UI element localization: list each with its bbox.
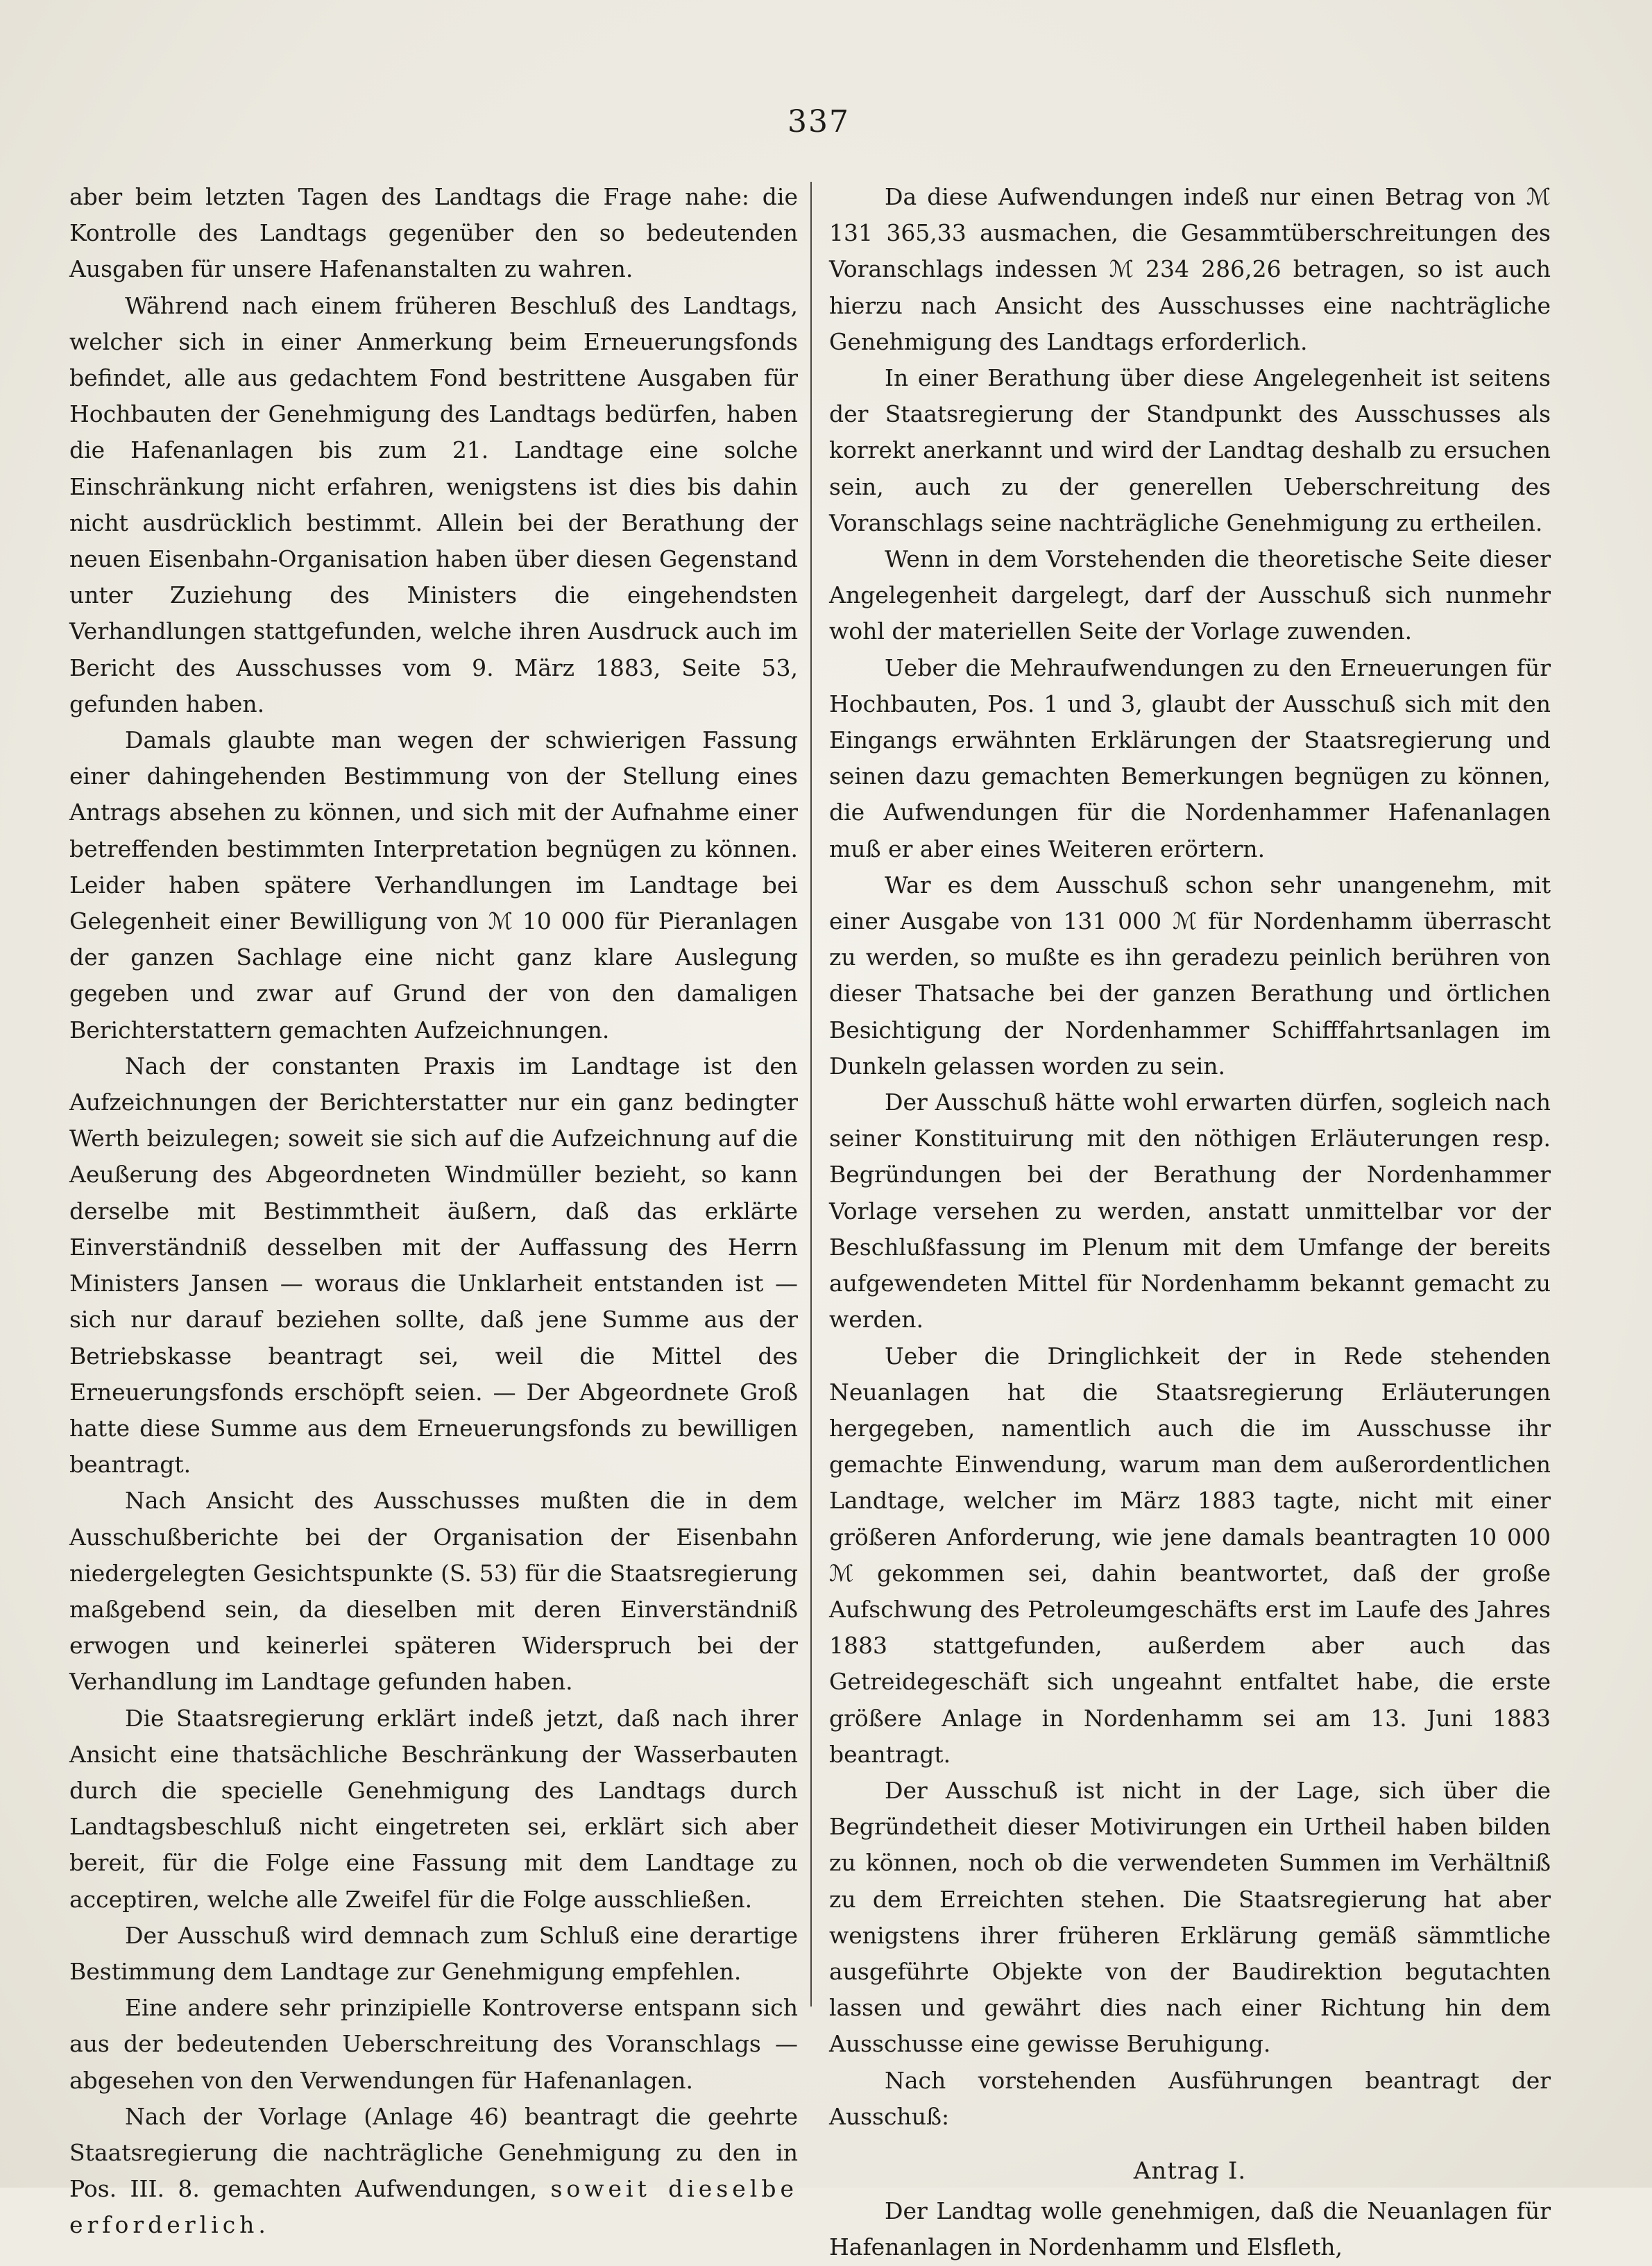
left-column — [69, 179, 798, 2244]
paragraph: Nach der constanten Praxis im Landtage ist den Aufzeichnungen der Berichterstatter nur ein ganz bedingter Werth beizulegen; soweit sie sich auf die Aufzeichnung auf die Aeußerung des Abgeordneten Windmüller bezieht, so kann derselbe mit Bestimmtheit äußern, daß das erklärte Einverständniß desselben mit der Auffassung des Herrn Ministers Jansen — woraus die Unklarheit entstanden ist — sich nur darauf beziehen sollte, daß jene Summe aus der Betriebskasse beantragt sei, weil die Mittel des Erneuerungsfonds erschöpft seien. — Der Abgeordnete Groß hatte diese Summe aus dem Erneuerungsfonds zu bewilligen beantragt. — [69, 1052, 798, 1479]
paragraph: In einer Berathung über diese Angelegenheit ist seitens der Staatsregierung der Standpunkt des Ausschusses als korrekt anerkannt und wird der Landtag deshalb zu ersuchen sein, auch zu der generellen Ueberschreitung des Voranschlags seine nachträgliche Genehmigung zu ertheilen. — [829, 364, 1551, 536]
page-number: 337 — [787, 104, 850, 139]
paragraph: Der Ausschuß hätte wohl erwarten dürfen, sogleich nach seiner Konstituirung mit den nöthigen Erläuterungen resp. Begründungen bei der Berathung der Nordenhammer Vorlage versehen zu werden, anstatt unmittelbar vor der Beschlußfassung im Plenum mit dem Umfange der bereits aufgewendeten Mittel für Nordenhamm bekannt gemacht zu werden. — [829, 1089, 1551, 1334]
paragraph: Der Ausschuß wird demnach zum Schluß eine derartige Bestimmung dem Landtage zur Genehmigung empfehlen. — [69, 1921, 798, 1985]
paragraph: Der Ausschuß ist nicht in der Lage, sich über die Begründetheit dieser Motivirungen ein Urtheil haben bilden zu können, noch ob die verwendeten Summen im Verhältniß zu dem Erreichten stehen. Die Staatsregierung hat aber wenigstens ihrer früheren Erklärung gemäß sämmtliche ausgeführte Objekte von der Baudirektion begutachten lassen und gewährt dies nach einer Richtung hin dem Ausschusse eine gewisse Beruhigung. — [829, 1776, 1551, 2058]
paragraph-with-spaced-tail — [69, 2099, 798, 2244]
right-column — [829, 179, 1551, 2266]
paragraph: Nach Ansicht des Ausschusses mußten die in dem Ausschußberichte bei der Organisation der Eisenbahn niedergelegten Gesichtspunkte (S. 53) für die Staatsregierung maßgebend sein, da dieselben mit deren Einverständniß erwogen und keinerlei späteren Widerspruch bei der Verhandlung im Landtage gefunden haben. — [69, 1487, 798, 1696]
paragraph: Ueber die Dringlichkeit der in Rede stehenden Neuanlagen hat die Staatsregierung Erläuterungen hergegeben, namentlich auch die im Ausschusse ihr gemachte Einwendung, warum man dem außerordentlichen Landtage, welcher im März 1883 tagte, nicht mit einer größeren Anforderung, wie jene damals beantragten 10 000 ℳ gekommen sei, dahin beantwortet, daß der große Aufschwung des Petroleumgeschäfts erst im Laufe des Jahres 1883 stattgefunden, außerdem aber auch das Getreidegeschäft sich ungeahnt entfaltet habe, die erste größere Anlage in Nordenhamm sei am 13. Juni 1883 beantragt. — [829, 1342, 1551, 1768]
paragraph: Die Staatsregierung erklärt indeß jetzt, daß nach ihrer Ansicht eine thatsächliche Beschränkung der Wasserbauten durch die specielle Genehmigung des Landtags durch Landtagsbeschluß nicht eingetreten sei, erklärt sich aber bereit, für die Folge eine Fassung mit dem Landtage zu acceptiren, welche alle Zweifel für die Folge ausschließen. — [69, 1704, 798, 1913]
motion-heading: Antrag I. — [1133, 2156, 1247, 2185]
paragraph: Ueber die Mehraufwendungen zu den Erneuerungen für Hochbauten, Pos. 1 und 3, glaubt der Ausschuß sich mit den Eingangs erwähnten Erklärungen der Staatsregierung und seinen dazu gemachten Bemerkungen begnügen zu können, die Aufwendungen für die Nordenhammer Hafenanlagen muß er aber eines Weiteren erörtern. — [829, 654, 1551, 862]
paragraph-text: Nach der Vorlage (Anlage 46) beantragt die geehrte Staatsregierung die nachträgliche Genehmigung zu den in Pos. III. 8. gemachten Aufwendungen, — [69, 2102, 798, 2203]
paragraph: Wenn in dem Vorstehenden die theoretische Seite dieser Angelegenheit dargelegt, darf der Ausschuß sich nunmehr wohl der materiellen Seite der Vorlage zuwenden. — [829, 545, 1551, 645]
paragraph: Nach vorstehenden Ausführungen beantragt der Ausschuß: — [829, 2066, 1551, 2130]
paragraph: Da diese Aufwendungen indeß nur einen Betrag von ℳ 131 365,33 ausmachen, die Gesammtüberschreitungen des Voranschlags indessen ℳ 234 286,26 betragen, so ist auch hierzu nach Ansicht des Ausschusses eine nachträgliche Genehmigung des Landtags erforderlich. — [829, 183, 1551, 355]
paragraph: aber beim letzten Tagen des Landtags die Frage nahe: die Kontrolle des Landtags gegenüber den so bedeutenden Ausgaben für unsere Hafenanstalten zu wahren. — [69, 183, 798, 283]
paragraph: War es dem Ausschuß schon sehr unangenehm, mit einer Ausgabe von 131 000 ℳ für Nordenhamm überrascht zu werden, so mußte es ihn geradezu peinlich berühren von dieser Thatsache bei der ganzen Berathung und örtlichen Besichtigung der Nordenhammer Schifffahrtsanlagen im Dunkeln gelassen worden zu sein. — [829, 871, 1551, 1080]
motion-text: Der Landtag wolle genehmigen, daß die Neuanlagen für Hafenanlagen in Nordenhamm und Elsfleth, — [829, 2197, 1551, 2261]
column-divider — [810, 182, 812, 2007]
paragraph: Damals glaubte man wegen der schwierigen Fassung einer dahingehenden Bestimmung von der Stellung eines Antrags absehen zu können, und sich mit der Aufnahme einer betreffenden bestimmten Interpretation begnügen zu können. Leider haben spätere Verhandlungen im Landtage bei Gelegenheit einer Bewilligung von ℳ 10 000 für Pieranlagen der ganzen Sachlage eine nicht ganz klare Auslegung gegeben und zwar auf Grund der von den damaligen Berichterstattern gemachten Aufzeichnungen. — [69, 726, 798, 1043]
paragraph: Während nach einem früheren Beschluß des Landtags, welcher sich in einer Anmerkung beim Erneuerungsfonds befindet, alle aus gedachtem Fond bestrittene Ausgaben für Hochbauten der Genehmigung des Landtags bedürfen, haben die Hafenanlagen bis zum 21. Landtage eine solche Einschränkung nicht erfahren, wenigstens ist dies bis dahin nicht ausdrücklich bestimmt. Allein bei der Berathung der neuen Eisenbahn-Organisation haben über diesen Gegenstand unter Zuziehung des Ministers die eingehendsten Verhandlungen stattgefunden, welche ihren Ausdruck auch im Bericht des Ausschusses vom 9. März 1883, Seite 53, gefunden haben. — [69, 291, 798, 717]
spaced-emphasis: soweit dieselbe erforderlich. — [69, 2175, 798, 2239]
paragraph: Eine andere sehr prinzipielle Kontroverse entspann sich aus der bedeutenden Ueberschreitung des Voranschlags — abgesehen von den Verwendungen für Hafenanlagen. — [69, 1994, 798, 2094]
